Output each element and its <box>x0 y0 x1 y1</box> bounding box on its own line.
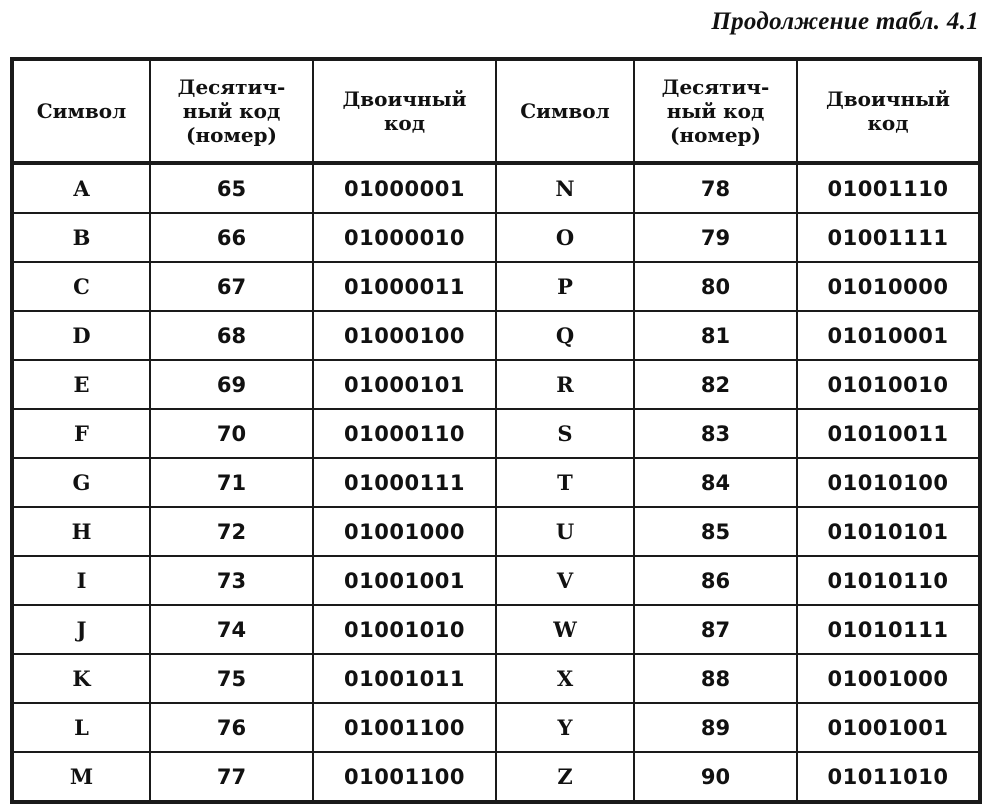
binary-cell: 01001111 <box>797 213 980 262</box>
symbol-cell: L <box>12 703 150 752</box>
table-row <box>12 752 980 802</box>
symbol-cell: W <box>496 605 634 654</box>
table-body <box>12 163 980 802</box>
symbol-cell: K <box>12 654 150 703</box>
binary-cell: 01000001 <box>313 163 496 213</box>
binary-cell: 01001001 <box>313 556 496 605</box>
symbol-cell: Q <box>496 311 634 360</box>
binary-cell: 01000111 <box>313 458 496 507</box>
header-symbol-text: Символ <box>36 99 127 123</box>
binary-cell: 01000011 <box>313 262 496 311</box>
decimal-cell: 76 <box>150 703 313 752</box>
decimal-cell: 73 <box>150 556 313 605</box>
table-row <box>12 311 980 360</box>
header-decimal-line3: (номер) <box>670 123 761 147</box>
symbol-cell: I <box>12 556 150 605</box>
decimal-cell: 89 <box>634 703 797 752</box>
binary-cell: 01000010 <box>313 213 496 262</box>
binary-cell: 01001000 <box>797 654 980 703</box>
header-binary-line2: код <box>867 111 909 135</box>
symbol-cell: Z <box>496 752 634 802</box>
table-row <box>12 556 980 605</box>
header-decimal-right <box>634 59 797 163</box>
symbol-cell: G <box>12 458 150 507</box>
binary-cell: 01000100 <box>313 311 496 360</box>
symbol-cell: V <box>496 556 634 605</box>
symbol-cell: M <box>12 752 150 802</box>
binary-cell: 01010011 <box>797 409 980 458</box>
symbol-cell: T <box>496 458 634 507</box>
decimal-cell: 84 <box>634 458 797 507</box>
header-decimal-left <box>150 59 313 163</box>
binary-cell: 01010001 <box>797 311 980 360</box>
symbol-cell: Y <box>496 703 634 752</box>
symbol-cell: D <box>12 311 150 360</box>
header-binary-right <box>797 59 980 163</box>
symbol-cell: A <box>12 163 150 213</box>
table-row <box>12 213 980 262</box>
table-row <box>12 605 980 654</box>
decimal-cell: 87 <box>634 605 797 654</box>
binary-cell: 01010010 <box>797 360 980 409</box>
table-row <box>12 703 980 752</box>
header-binary-line1: Двоичный <box>342 87 467 111</box>
binary-cell: 01001110 <box>797 163 980 213</box>
binary-cell: 01011010 <box>797 752 980 802</box>
header-binary-left <box>313 59 496 163</box>
table-caption: Продолжение табл. 4.1 <box>711 8 979 35</box>
header-decimal-line1: Десятич- <box>177 75 286 99</box>
binary-cell: 01001100 <box>313 703 496 752</box>
decimal-cell: 79 <box>634 213 797 262</box>
header-decimal-line2: ный код <box>666 99 765 123</box>
header-binary-line1: Двоичный <box>825 87 950 111</box>
header-symbol-text: Символ <box>520 99 610 123</box>
header-symbol-left <box>12 59 150 163</box>
decimal-cell: 70 <box>150 409 313 458</box>
header-decimal-line3: (номер) <box>186 123 277 147</box>
binary-cell: 01001001 <box>797 703 980 752</box>
symbol-cell: N <box>496 163 634 213</box>
decimal-cell: 74 <box>150 605 313 654</box>
decimal-cell: 86 <box>634 556 797 605</box>
symbol-cell: X <box>496 654 634 703</box>
decimal-cell: 71 <box>150 458 313 507</box>
symbol-cell: O <box>496 213 634 262</box>
symbol-cell: R <box>496 360 634 409</box>
binary-cell: 01001000 <box>313 507 496 556</box>
binary-cell: 01010110 <box>797 556 980 605</box>
decimal-cell: 88 <box>634 654 797 703</box>
header-row <box>12 59 980 163</box>
decimal-cell: 85 <box>634 507 797 556</box>
binary-cell: 01000101 <box>313 360 496 409</box>
decimal-cell: 66 <box>150 213 313 262</box>
decimal-cell: 67 <box>150 262 313 311</box>
decimal-cell: 68 <box>150 311 313 360</box>
symbol-cell: B <box>12 213 150 262</box>
binary-cell: 01010000 <box>797 262 980 311</box>
symbol-cell: H <box>12 507 150 556</box>
binary-cell: 01000110 <box>313 409 496 458</box>
table-row <box>12 458 980 507</box>
decimal-cell: 75 <box>150 654 313 703</box>
decimal-cell: 80 <box>634 262 797 311</box>
header-symbol-right <box>496 59 634 163</box>
decimal-cell: 90 <box>634 752 797 802</box>
decimal-cell: 78 <box>634 163 797 213</box>
decimal-cell: 83 <box>634 409 797 458</box>
symbol-cell: F <box>12 409 150 458</box>
decimal-cell: 77 <box>150 752 313 802</box>
header-binary-line2: код <box>383 111 426 135</box>
ascii-code-table <box>10 57 982 804</box>
binary-cell: 01010111 <box>797 605 980 654</box>
table-row <box>12 360 980 409</box>
header-decimal-line1: Десятич- <box>661 75 770 99</box>
table-row <box>12 262 980 311</box>
header-decimal-line2: ный код <box>182 99 281 123</box>
table-row <box>12 507 980 556</box>
symbol-cell: S <box>496 409 634 458</box>
binary-cell: 01010101 <box>797 507 980 556</box>
binary-cell: 01010100 <box>797 458 980 507</box>
binary-cell: 01001100 <box>313 752 496 802</box>
decimal-cell: 72 <box>150 507 313 556</box>
symbol-cell: J <box>12 605 150 654</box>
decimal-cell: 82 <box>634 360 797 409</box>
decimal-cell: 69 <box>150 360 313 409</box>
table-row <box>12 654 980 703</box>
table-header <box>12 59 980 163</box>
decimal-cell: 65 <box>150 163 313 213</box>
table-row <box>12 163 980 213</box>
symbol-cell: P <box>496 262 634 311</box>
binary-cell: 01001010 <box>313 605 496 654</box>
binary-cell: 01001011 <box>313 654 496 703</box>
symbol-cell: E <box>12 360 150 409</box>
table-row <box>12 409 980 458</box>
symbol-cell: U <box>496 507 634 556</box>
symbol-cell: C <box>12 262 150 311</box>
decimal-cell: 81 <box>634 311 797 360</box>
